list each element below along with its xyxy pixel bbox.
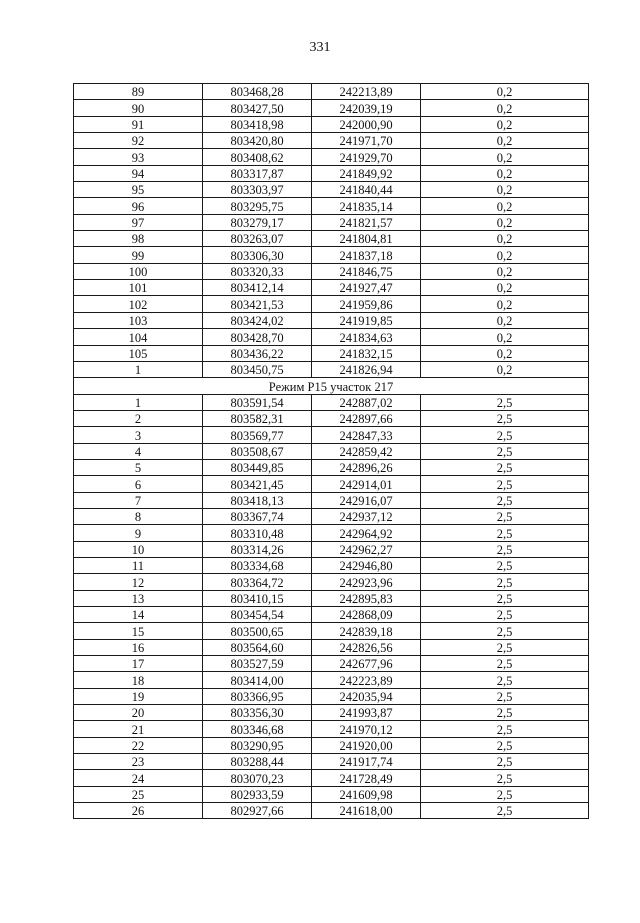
value-cell: 0,2 <box>421 296 589 312</box>
value-cell: 0,2 <box>421 182 589 198</box>
table-row <box>74 656 589 672</box>
x-coordinate-cell: 803421,53 <box>203 296 312 312</box>
y-coordinate-cell: 241840,44 <box>312 182 421 198</box>
table-row <box>74 476 589 492</box>
value-cell: 0,2 <box>421 247 589 263</box>
table-row <box>74 149 589 165</box>
y-coordinate-cell: 241837,18 <box>312 247 421 263</box>
point-number-cell: 102 <box>74 296 203 312</box>
value-cell: 0,2 <box>421 263 589 279</box>
value-cell: 2,5 <box>421 443 589 459</box>
x-coordinate-cell: 803591,54 <box>203 394 312 410</box>
x-coordinate-cell: 803314,26 <box>203 541 312 557</box>
value-cell: 2,5 <box>421 459 589 475</box>
value-cell: 2,5 <box>421 574 589 590</box>
y-coordinate-cell: 241920,00 <box>312 737 421 753</box>
value-cell: 0,2 <box>421 312 589 328</box>
value-cell: 0,2 <box>421 149 589 165</box>
value-cell: 0,2 <box>421 329 589 345</box>
point-number-cell: 17 <box>74 656 203 672</box>
point-number-cell: 93 <box>74 149 203 165</box>
point-number-cell: 101 <box>74 280 203 296</box>
point-number-cell: 103 <box>74 312 203 328</box>
y-coordinate-cell: 242946,80 <box>312 557 421 573</box>
value-cell: 2,5 <box>421 803 589 819</box>
y-coordinate-cell: 241826,94 <box>312 361 421 377</box>
y-coordinate-cell: 241993,87 <box>312 705 421 721</box>
point-number-cell: 22 <box>74 737 203 753</box>
y-coordinate-cell: 241846,75 <box>312 263 421 279</box>
y-coordinate-cell: 241728,49 <box>312 770 421 786</box>
x-coordinate-cell: 803334,68 <box>203 557 312 573</box>
y-coordinate-cell: 241970,12 <box>312 721 421 737</box>
x-coordinate-cell: 803427,50 <box>203 100 312 116</box>
y-coordinate-cell: 242868,09 <box>312 607 421 623</box>
y-coordinate-cell: 242897,66 <box>312 410 421 426</box>
value-cell: 2,5 <box>421 492 589 508</box>
x-coordinate-cell: 803279,17 <box>203 214 312 230</box>
x-coordinate-cell: 803418,98 <box>203 116 312 132</box>
x-coordinate-cell: 803070,23 <box>203 770 312 786</box>
x-coordinate-cell: 803303,97 <box>203 182 312 198</box>
value-cell: 2,5 <box>421 508 589 524</box>
table-row <box>74 770 589 786</box>
point-number-cell: 99 <box>74 247 203 263</box>
y-coordinate-cell: 241609,98 <box>312 786 421 802</box>
x-coordinate-cell: 803290,95 <box>203 737 312 753</box>
x-coordinate-cell: 803436,22 <box>203 345 312 361</box>
table-row <box>74 165 589 181</box>
x-coordinate-cell: 803450,75 <box>203 361 312 377</box>
y-coordinate-cell: 241849,92 <box>312 165 421 181</box>
table-row <box>74 443 589 459</box>
table-row <box>74 525 589 541</box>
value-cell: 2,5 <box>421 410 589 426</box>
value-cell: 0,2 <box>421 345 589 361</box>
point-number-cell: 7 <box>74 492 203 508</box>
value-cell: 0,2 <box>421 133 589 149</box>
point-number-cell: 97 <box>74 214 203 230</box>
y-coordinate-cell: 241804,81 <box>312 231 421 247</box>
y-coordinate-cell: 241917,74 <box>312 754 421 770</box>
x-coordinate-cell: 803421,45 <box>203 476 312 492</box>
y-coordinate-cell: 242887,02 <box>312 394 421 410</box>
y-coordinate-cell: 241929,70 <box>312 149 421 165</box>
table-row <box>74 198 589 214</box>
point-number-cell: 100 <box>74 263 203 279</box>
value-cell: 0,2 <box>421 84 589 100</box>
x-coordinate-cell: 803449,85 <box>203 459 312 475</box>
y-coordinate-cell: 241919,85 <box>312 312 421 328</box>
value-cell: 2,5 <box>421 705 589 721</box>
table-row <box>74 247 589 263</box>
x-coordinate-cell: 803564,60 <box>203 639 312 655</box>
table-body-bottom <box>74 394 589 819</box>
y-coordinate-cell: 242964,92 <box>312 525 421 541</box>
point-number-cell: 4 <box>74 443 203 459</box>
x-coordinate-cell: 803418,13 <box>203 492 312 508</box>
point-number-cell: 23 <box>74 754 203 770</box>
x-coordinate-cell: 803408,62 <box>203 149 312 165</box>
y-coordinate-cell: 242916,07 <box>312 492 421 508</box>
point-number-cell: 13 <box>74 590 203 606</box>
value-cell: 0,2 <box>421 361 589 377</box>
table-row <box>74 574 589 590</box>
y-coordinate-cell: 242895,83 <box>312 590 421 606</box>
value-cell: 2,5 <box>421 541 589 557</box>
table-row <box>74 410 589 426</box>
table-row <box>74 557 589 573</box>
table-row <box>74 639 589 655</box>
table-row <box>74 100 589 116</box>
point-number-cell: 5 <box>74 459 203 475</box>
x-coordinate-cell: 803317,87 <box>203 165 312 181</box>
x-coordinate-cell: 803420,80 <box>203 133 312 149</box>
value-cell: 2,5 <box>421 394 589 410</box>
table-row <box>74 84 589 100</box>
point-number-cell: 24 <box>74 770 203 786</box>
value-cell: 2,5 <box>421 770 589 786</box>
section-title: Режим Р15 участок 217 <box>74 378 589 394</box>
value-cell: 0,2 <box>421 214 589 230</box>
y-coordinate-cell: 242223,89 <box>312 672 421 688</box>
x-coordinate-cell: 803367,74 <box>203 508 312 524</box>
x-coordinate-cell: 803366,95 <box>203 688 312 704</box>
y-coordinate-cell: 242677,96 <box>312 656 421 672</box>
point-number-cell: 1 <box>74 394 203 410</box>
table-row <box>74 721 589 737</box>
table-row <box>74 263 589 279</box>
point-number-cell: 25 <box>74 786 203 802</box>
point-number-cell: 26 <box>74 803 203 819</box>
y-coordinate-cell: 241832,15 <box>312 345 421 361</box>
value-cell: 0,2 <box>421 198 589 214</box>
table-row <box>74 607 589 623</box>
y-coordinate-cell: 241821,57 <box>312 214 421 230</box>
table-body-top <box>74 84 589 378</box>
point-number-cell: 94 <box>74 165 203 181</box>
x-coordinate-cell: 803410,15 <box>203 590 312 606</box>
point-number-cell: 92 <box>74 133 203 149</box>
table-row <box>74 214 589 230</box>
table-row <box>74 803 589 819</box>
y-coordinate-cell: 242859,42 <box>312 443 421 459</box>
value-cell: 2,5 <box>421 476 589 492</box>
y-coordinate-cell: 241927,47 <box>312 280 421 296</box>
table-row <box>74 345 589 361</box>
x-coordinate-cell: 803527,59 <box>203 656 312 672</box>
table-row <box>74 133 589 149</box>
value-cell: 2,5 <box>421 623 589 639</box>
y-coordinate-cell: 242937,12 <box>312 508 421 524</box>
x-coordinate-cell: 803414,00 <box>203 672 312 688</box>
point-number-cell: 9 <box>74 525 203 541</box>
table-row <box>74 754 589 770</box>
value-cell: 2,5 <box>421 590 589 606</box>
x-coordinate-cell: 803454,54 <box>203 607 312 623</box>
point-number-cell: 104 <box>74 329 203 345</box>
x-coordinate-cell: 803364,72 <box>203 574 312 590</box>
value-cell: 2,5 <box>421 786 589 802</box>
point-number-cell: 96 <box>74 198 203 214</box>
x-coordinate-cell: 803582,31 <box>203 410 312 426</box>
value-cell: 2,5 <box>421 721 589 737</box>
table-row <box>74 312 589 328</box>
table-row <box>74 231 589 247</box>
value-cell: 2,5 <box>421 688 589 704</box>
value-cell: 0,2 <box>421 280 589 296</box>
point-number-cell: 95 <box>74 182 203 198</box>
point-number-cell: 11 <box>74 557 203 573</box>
value-cell: 2,5 <box>421 639 589 655</box>
table-row <box>74 427 589 443</box>
value-cell: 2,5 <box>421 672 589 688</box>
table-row <box>74 116 589 132</box>
y-coordinate-cell: 241971,70 <box>312 133 421 149</box>
x-coordinate-cell: 803428,70 <box>203 329 312 345</box>
x-coordinate-cell: 802933,59 <box>203 786 312 802</box>
point-number-cell: 8 <box>74 508 203 524</box>
x-coordinate-cell: 803346,68 <box>203 721 312 737</box>
table-row <box>74 329 589 345</box>
table-row <box>74 590 589 606</box>
value-cell: 2,5 <box>421 427 589 443</box>
table-row <box>74 623 589 639</box>
table-row <box>74 688 589 704</box>
page-number: 331 <box>309 40 331 55</box>
section-header-row <box>74 378 589 394</box>
coordinates-table <box>73 83 589 819</box>
y-coordinate-cell: 242826,56 <box>312 639 421 655</box>
y-coordinate-cell: 242839,18 <box>312 623 421 639</box>
point-number-cell: 90 <box>74 100 203 116</box>
table-row <box>74 541 589 557</box>
x-coordinate-cell: 803500,65 <box>203 623 312 639</box>
y-coordinate-cell: 241834,63 <box>312 329 421 345</box>
x-coordinate-cell: 803263,07 <box>203 231 312 247</box>
x-coordinate-cell: 803569,77 <box>203 427 312 443</box>
point-number-cell: 1 <box>74 361 203 377</box>
point-number-cell: 12 <box>74 574 203 590</box>
y-coordinate-cell: 242914,01 <box>312 476 421 492</box>
y-coordinate-cell: 241618,00 <box>312 803 421 819</box>
point-number-cell: 21 <box>74 721 203 737</box>
x-coordinate-cell: 803306,30 <box>203 247 312 263</box>
point-number-cell: 10 <box>74 541 203 557</box>
point-number-cell: 19 <box>74 688 203 704</box>
x-coordinate-cell: 803468,28 <box>203 84 312 100</box>
point-number-cell: 105 <box>74 345 203 361</box>
value-cell: 2,5 <box>421 557 589 573</box>
table-row <box>74 705 589 721</box>
table-row <box>74 296 589 312</box>
value-cell: 2,5 <box>421 607 589 623</box>
table-row <box>74 737 589 753</box>
x-coordinate-cell: 803288,44 <box>203 754 312 770</box>
x-coordinate-cell: 803412,14 <box>203 280 312 296</box>
value-cell: 0,2 <box>421 165 589 181</box>
x-coordinate-cell: 803320,33 <box>203 263 312 279</box>
value-cell: 2,5 <box>421 737 589 753</box>
table-row <box>74 492 589 508</box>
x-coordinate-cell: 802927,66 <box>203 803 312 819</box>
y-coordinate-cell: 242035,94 <box>312 688 421 704</box>
x-coordinate-cell: 803356,30 <box>203 705 312 721</box>
table-section-header <box>74 378 589 394</box>
value-cell: 0,2 <box>421 116 589 132</box>
value-cell: 2,5 <box>421 754 589 770</box>
y-coordinate-cell: 241959,86 <box>312 296 421 312</box>
y-coordinate-cell: 241835,14 <box>312 198 421 214</box>
point-number-cell: 91 <box>74 116 203 132</box>
point-number-cell: 16 <box>74 639 203 655</box>
point-number-cell: 20 <box>74 705 203 721</box>
point-number-cell: 15 <box>74 623 203 639</box>
x-coordinate-cell: 803310,48 <box>203 525 312 541</box>
x-coordinate-cell: 803295,75 <box>203 198 312 214</box>
x-coordinate-cell: 803508,67 <box>203 443 312 459</box>
point-number-cell: 3 <box>74 427 203 443</box>
point-number-cell: 6 <box>74 476 203 492</box>
point-number-cell: 18 <box>74 672 203 688</box>
value-cell: 2,5 <box>421 656 589 672</box>
table-row <box>74 672 589 688</box>
table-row <box>74 459 589 475</box>
point-number-cell: 98 <box>74 231 203 247</box>
value-cell: 2,5 <box>421 525 589 541</box>
y-coordinate-cell: 242896,26 <box>312 459 421 475</box>
table-row <box>74 508 589 524</box>
y-coordinate-cell: 242000,90 <box>312 116 421 132</box>
x-coordinate-cell: 803424,02 <box>203 312 312 328</box>
value-cell: 0,2 <box>421 100 589 116</box>
point-number-cell: 89 <box>74 84 203 100</box>
table-row <box>74 280 589 296</box>
y-coordinate-cell: 242923,96 <box>312 574 421 590</box>
table-row <box>74 394 589 410</box>
value-cell: 0,2 <box>421 231 589 247</box>
table-row <box>74 361 589 377</box>
y-coordinate-cell: 242039,19 <box>312 100 421 116</box>
point-number-cell: 2 <box>74 410 203 426</box>
y-coordinate-cell: 242213,89 <box>312 84 421 100</box>
table-row <box>74 786 589 802</box>
y-coordinate-cell: 242847,33 <box>312 427 421 443</box>
table-row <box>74 182 589 198</box>
point-number-cell: 14 <box>74 607 203 623</box>
y-coordinate-cell: 242962,27 <box>312 541 421 557</box>
